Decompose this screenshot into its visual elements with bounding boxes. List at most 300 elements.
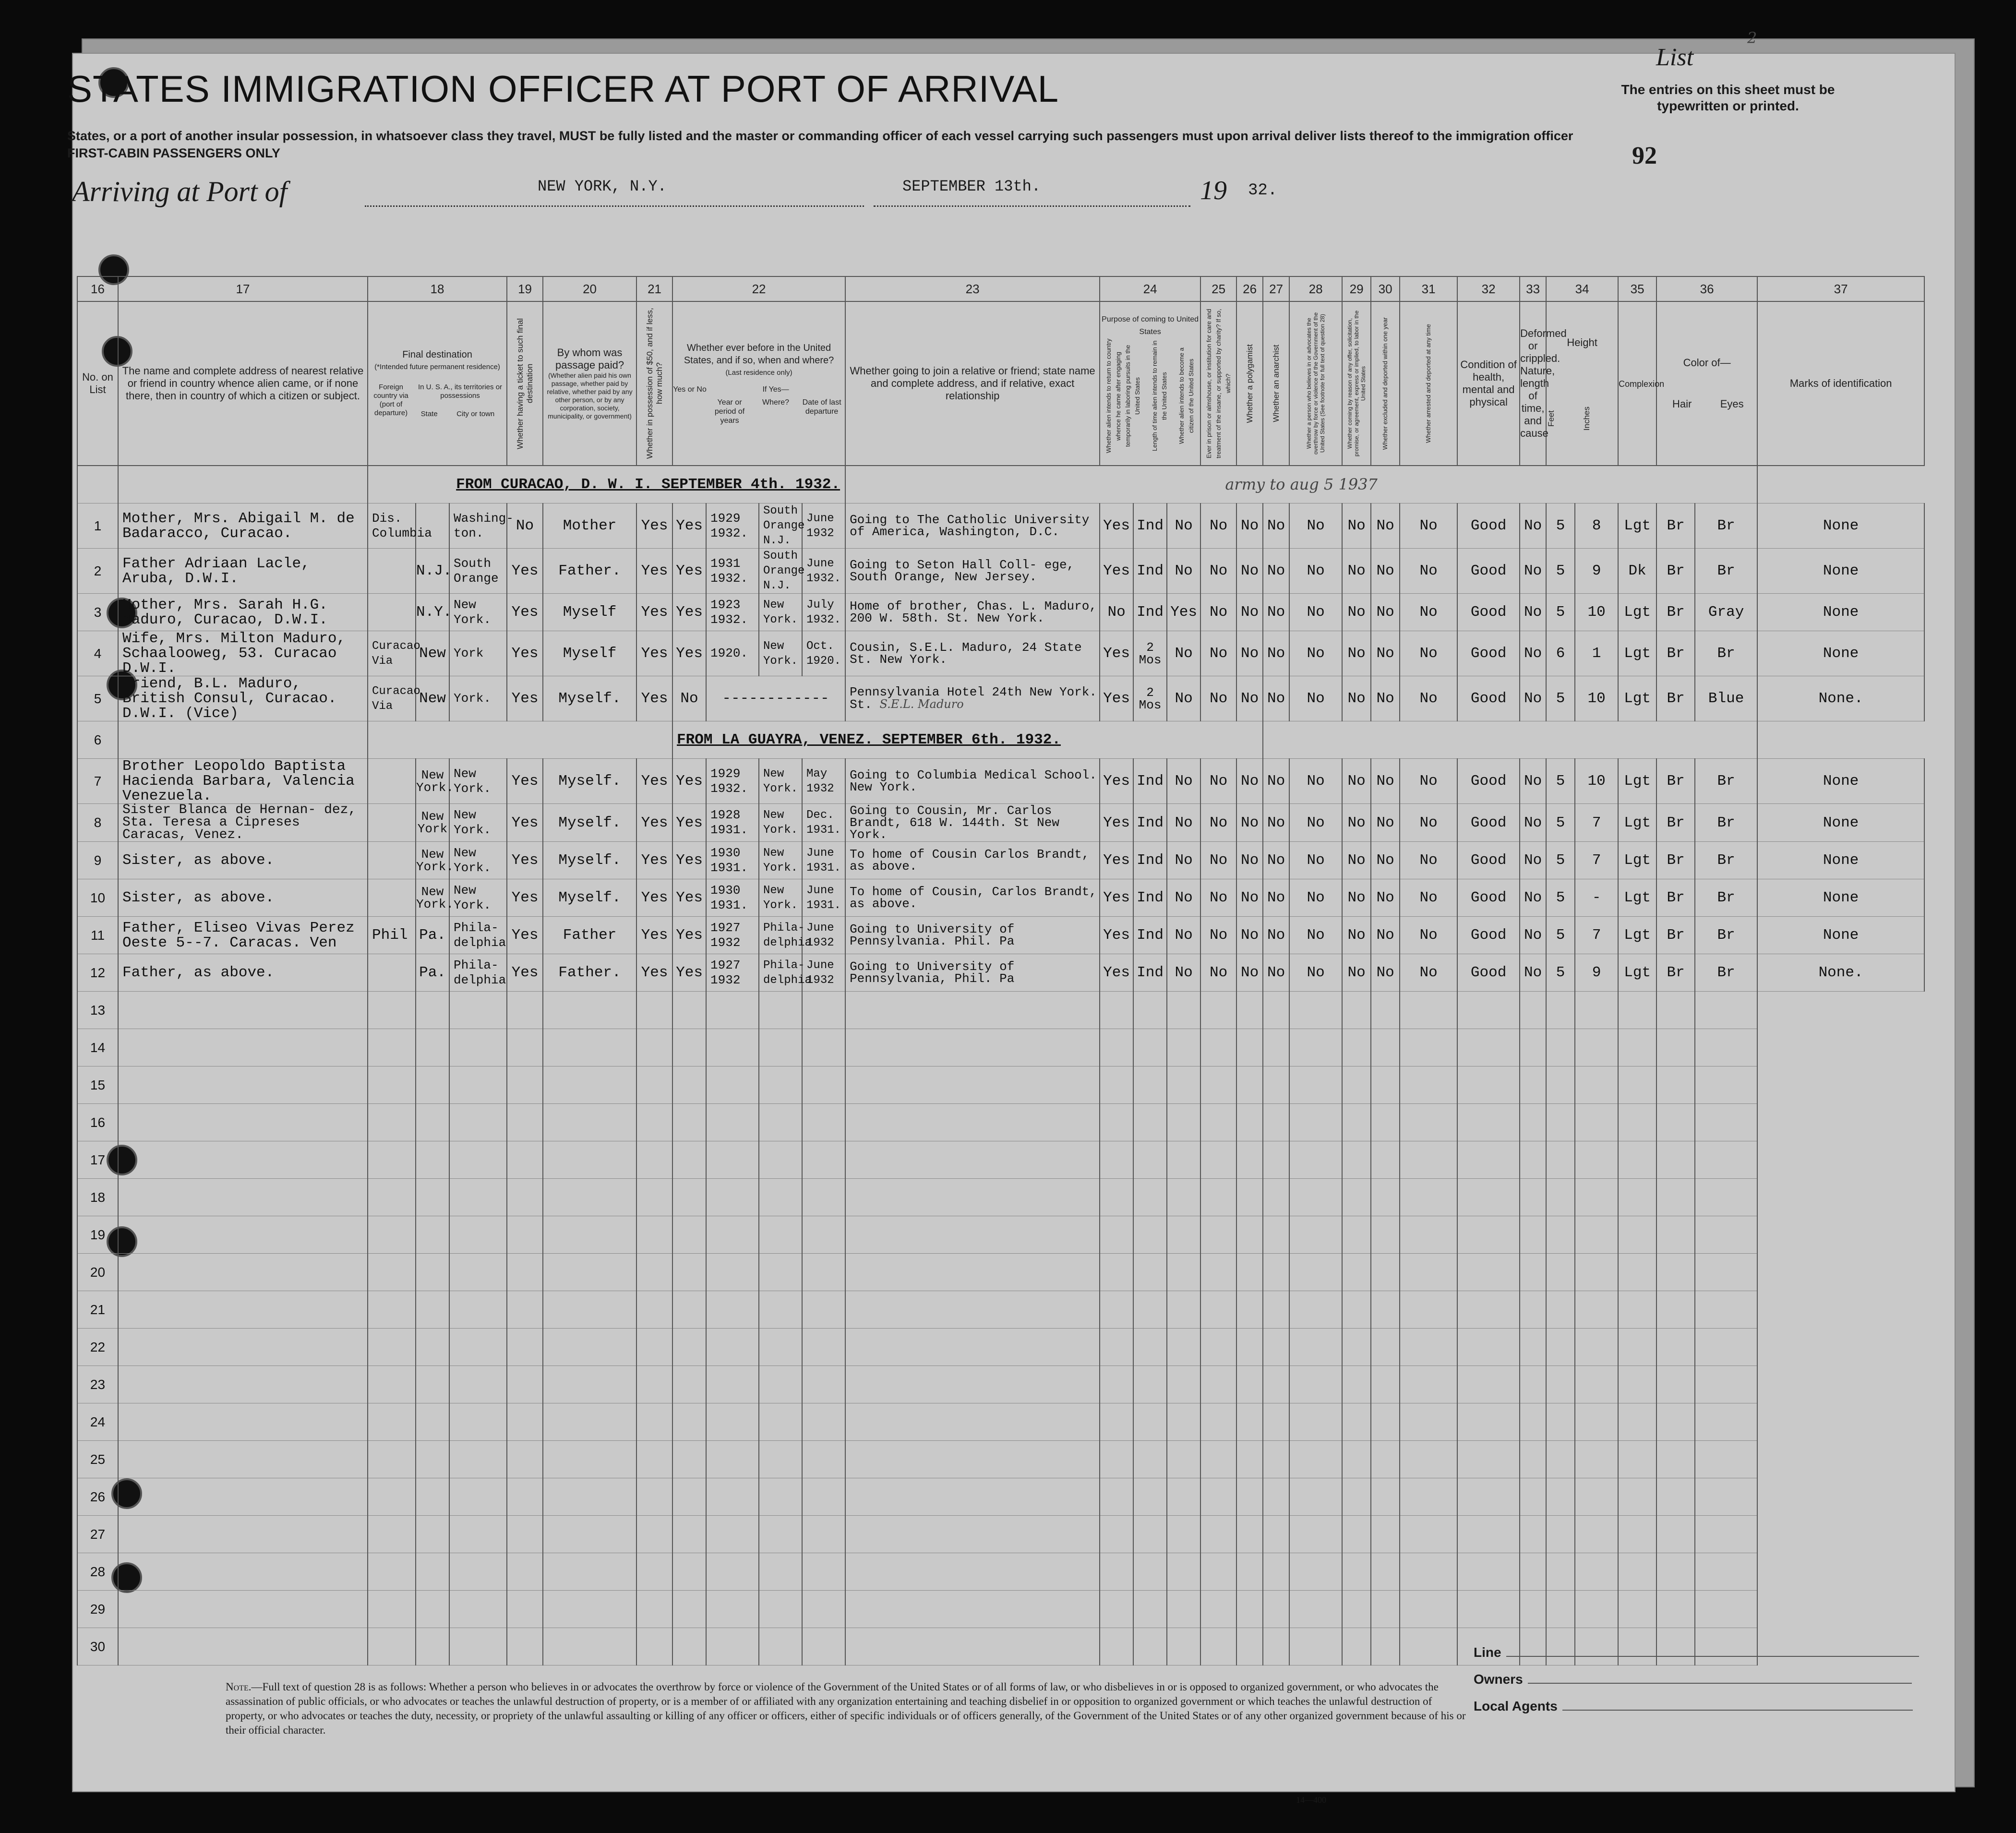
cell-deformed: No: [1520, 879, 1546, 917]
empty-cell: [802, 1366, 845, 1403]
cell-before: Yes: [672, 759, 706, 804]
empty-cell: [368, 1029, 416, 1066]
cell-health: Good: [1457, 954, 1520, 992]
empty-cell: [449, 1441, 507, 1478]
cell-deformed: No: [1520, 594, 1546, 631]
cell-ticket: Yes: [507, 594, 543, 631]
empty-cell: [1400, 1553, 1457, 1591]
prison-label: Ever in prison or almshouse, or institution for care and treatment of the insane, or supported by charity? If so, which?: [1205, 309, 1232, 458]
empty-cell: [416, 1516, 449, 1553]
polygamist-label: Whether a polygamist: [1245, 344, 1254, 423]
empty-cell: [368, 1366, 416, 1403]
empty-cell: [1289, 1029, 1342, 1066]
cell-feet: 5: [1546, 842, 1575, 879]
cell-where: New York.: [759, 759, 802, 804]
cell-where: New York.: [759, 842, 802, 879]
empty-cell: [1167, 1403, 1200, 1441]
empty-cell: [1200, 1254, 1236, 1291]
empty-cell: [1200, 1553, 1236, 1591]
empty-cell: [1520, 1216, 1546, 1254]
empty-cell: [1695, 1591, 1757, 1628]
cell-years: 1930 1931.: [706, 842, 759, 879]
empty-cell: [759, 1216, 802, 1254]
empty-cell: [636, 1066, 672, 1104]
empty-cell: [1167, 1291, 1200, 1329]
purpose-c-label: Whether alien intends to become a citizen of the United States: [1178, 347, 1195, 444]
empty-cell: [845, 1516, 1100, 1553]
empty-cell: [1133, 1441, 1167, 1478]
empty-cell: [1200, 1291, 1236, 1329]
cell-deported: No: [1400, 759, 1457, 804]
cell-state: New York.: [416, 842, 449, 879]
empty-cell: [1400, 1329, 1457, 1366]
cell-q28: No: [1289, 503, 1342, 549]
cell-contract: No: [1342, 503, 1371, 549]
empty-cell: [1167, 1066, 1200, 1104]
empty-cell: [1520, 1066, 1546, 1104]
empty-cell: [449, 1254, 507, 1291]
empty-cell: [543, 1329, 636, 1366]
empty-cell: [1695, 1553, 1757, 1591]
empty-cell: [1236, 1591, 1263, 1628]
header-relative: [118, 301, 368, 466]
cell-city: New York.: [449, 804, 507, 842]
empty-cell: [1200, 1366, 1236, 1403]
cell-return: Yes: [1100, 503, 1133, 549]
cell-polygamist: No: [1236, 676, 1263, 721]
empty-cell: [118, 1628, 368, 1665]
empty-cell: [118, 1141, 368, 1179]
cell-citizen: No: [1167, 503, 1200, 549]
empty-cell: [1133, 1029, 1167, 1066]
empty-cell: [759, 1516, 802, 1553]
cell-prison: No: [1200, 594, 1236, 631]
empty-cell: [1695, 1254, 1757, 1291]
empty-cell: [1133, 1291, 1167, 1329]
cell-years: 1929 1932.: [706, 759, 759, 804]
empty-cell: [1167, 1516, 1200, 1553]
cell-anarchist: No: [1263, 804, 1289, 842]
cell-departure: June 1931.: [802, 879, 845, 917]
table-row: [77, 594, 1924, 631]
empty-cell: [759, 1329, 802, 1366]
empty-cell: [543, 1591, 636, 1628]
empty-cell: [706, 1403, 759, 1441]
empty-cell: [672, 992, 706, 1029]
line-label: Line: [1474, 1645, 1501, 1660]
empty-cell: [845, 1329, 1100, 1366]
col-number: 30: [1371, 276, 1400, 301]
empty-cell: [636, 1291, 672, 1329]
cell-money: Yes: [636, 549, 672, 594]
empty-cell: [1100, 1628, 1133, 1665]
empty-cell: [118, 1478, 368, 1516]
empty-cell: [1236, 1104, 1263, 1141]
empty-cell: [759, 1179, 802, 1216]
empty-cell: [759, 1441, 802, 1478]
empty-cell: [802, 1254, 845, 1291]
col-number: 34: [1546, 276, 1618, 301]
empty-cell: [759, 1029, 802, 1066]
passage-note: (Whether alien paid his own passage, whether paid by relative, whether paid by any other person, or by any corporation, society, municipality, or government): [547, 371, 633, 420]
owners-field[interactable]: [1528, 1683, 1912, 1684]
cell-anarchist: No: [1263, 879, 1289, 917]
empty-cell: [1575, 1216, 1618, 1254]
empty-cell: [1100, 1029, 1133, 1066]
empty-cell: [1695, 1441, 1757, 1478]
empty-cell: [1656, 1553, 1695, 1591]
cell-ticket: Yes: [507, 917, 543, 954]
empty-cell: [1520, 1553, 1546, 1591]
cell-state: New: [416, 631, 449, 676]
empty-cell: [1575, 1516, 1618, 1553]
row-number: 4: [77, 631, 118, 676]
empty-cell: [1263, 1029, 1289, 1066]
empty-cell: [1575, 1104, 1618, 1141]
cell-eyes: Br: [1695, 631, 1757, 676]
row-number: 10: [77, 879, 118, 917]
cell-polygamist: No: [1236, 804, 1263, 842]
empty-cell: [1263, 1478, 1289, 1516]
date-line: [874, 205, 1190, 207]
header-final-destination: [368, 301, 507, 466]
cell-inches: -: [1575, 879, 1618, 917]
cell-money: Yes: [636, 879, 672, 917]
empty-cell: [1167, 1441, 1200, 1478]
cell-excluded: No: [1371, 676, 1400, 721]
hair-label: Hair: [1672, 398, 1692, 410]
cell-feet: 5: [1546, 503, 1575, 549]
empty-cell: [1200, 1179, 1236, 1216]
empty-cell: [845, 1029, 1100, 1066]
header-no-on-list: No. on List: [77, 301, 118, 466]
cell-before: Yes: [672, 549, 706, 594]
row-number: 17: [77, 1141, 118, 1179]
empty-cell: [1342, 1254, 1371, 1291]
cell-inches: 7: [1575, 842, 1618, 879]
row-number: 30: [77, 1628, 118, 1665]
empty-cell: [1371, 1516, 1400, 1553]
empty-cell: [449, 1216, 507, 1254]
cell-foreign: Curacao Via: [368, 631, 416, 676]
column-number-row: [77, 276, 1924, 301]
empty-cell: [118, 992, 368, 1029]
empty-cell: [118, 1366, 368, 1403]
cell-complexion: Lgt: [1618, 917, 1656, 954]
inches-label: Inches: [1582, 406, 1592, 431]
empty-cell: [1200, 1329, 1236, 1366]
cell-excluded: No: [1371, 954, 1400, 992]
empty-cell: [416, 1179, 449, 1216]
empty-cell: [1236, 1329, 1263, 1366]
empty-cell: [672, 1403, 706, 1441]
empty-cell: [1575, 1066, 1618, 1104]
row-number: 3: [77, 594, 118, 631]
empty-cell: [1457, 1516, 1520, 1553]
empty-cell: [802, 1179, 845, 1216]
cell-ticket: Yes: [507, 954, 543, 992]
cell-contract: No: [1342, 842, 1371, 879]
col-number: 37: [1757, 276, 1924, 301]
empty-cell: [1133, 1591, 1167, 1628]
cell-before: Yes: [672, 804, 706, 842]
empty-cell: [449, 1066, 507, 1104]
cell-health: Good: [1457, 759, 1520, 804]
empty-cell: [1342, 1216, 1371, 1254]
empty-cell: [416, 1553, 449, 1591]
cell-prison: No: [1200, 804, 1236, 842]
col-number: 35: [1618, 276, 1656, 301]
empty-cell: [1133, 1179, 1167, 1216]
empty-cell: [507, 1329, 543, 1366]
empty-cell: [1618, 1366, 1656, 1403]
cell-relative: [118, 466, 368, 503]
cell-marks: None: [1757, 631, 1924, 676]
empty-cell: [1371, 1216, 1400, 1254]
cell-ticket: Yes: [507, 676, 543, 721]
cell-eyes: Br: [1695, 842, 1757, 879]
cell-health: Good: [1457, 804, 1520, 842]
empty-cell: [1100, 1441, 1133, 1478]
intro-line-2: FIRST-CABIN PASSENGERS ONLY: [67, 146, 281, 160]
empty-cell: [1289, 1441, 1342, 1478]
table-row: [77, 1591, 1924, 1628]
list-label: List: [1656, 44, 1694, 71]
empty-cell: [636, 1216, 672, 1254]
cell-before: Yes: [672, 503, 706, 549]
empty-cell: [1656, 1291, 1695, 1329]
cell-complexion: Lgt: [1618, 503, 1656, 549]
empty-cell: [1618, 1029, 1656, 1066]
final-destination-note: (*Intended future permanent residence): [374, 363, 500, 371]
cell-length: Ind: [1133, 954, 1167, 992]
cell-length: 2 Mos: [1133, 676, 1167, 721]
empty-cell: [636, 1029, 672, 1066]
empty-cell: [1618, 1329, 1656, 1366]
empty-cell: [1200, 1478, 1236, 1516]
table-row: [77, 842, 1924, 879]
cell-foreign: [368, 594, 416, 631]
empty-cell: [118, 1403, 368, 1441]
cell-contract: No: [1342, 804, 1371, 842]
empty-cell: [1342, 1553, 1371, 1591]
cell-where: Phila- delphia: [759, 917, 802, 954]
empty-cell: [416, 1591, 449, 1628]
table-row: [77, 1216, 1924, 1254]
year-suffix: 32.: [1248, 181, 1278, 200]
before-note: (Last residence only): [725, 369, 792, 377]
empty-cell: [1457, 1066, 1520, 1104]
empty-cell: [845, 1179, 1100, 1216]
list-number: 2: [1747, 29, 1757, 47]
cell-paid: Father.: [543, 954, 636, 992]
row-number: 14: [77, 1029, 118, 1066]
empty-cell: [802, 1553, 845, 1591]
empty-cell: [759, 1104, 802, 1141]
cell-marks: None: [1757, 594, 1924, 631]
empty-cell: [759, 1403, 802, 1441]
empty-cell: [672, 1141, 706, 1179]
cell-health: Good: [1457, 503, 1520, 549]
empty-cell: [706, 992, 759, 1029]
cell-hair: Br: [1656, 549, 1695, 594]
cell-ticket: Yes: [507, 804, 543, 842]
empty-cell: [1457, 1254, 1520, 1291]
empty-cell: [1400, 1066, 1457, 1104]
empty-cell: [1100, 1553, 1133, 1591]
empty-cell: [1546, 1441, 1575, 1478]
empty-cell: [1546, 1291, 1575, 1329]
empty-cell: [636, 1478, 672, 1516]
cell-eyes: Gray: [1695, 594, 1757, 631]
empty-cell: [507, 1066, 543, 1104]
cell-years: 1929 1932.: [706, 503, 759, 549]
empty-cell: [706, 1329, 759, 1366]
empty-cell: [1200, 1141, 1236, 1179]
cell-money: Yes: [636, 954, 672, 992]
cell-complexion: Lgt: [1618, 842, 1656, 879]
cell-prison: No: [1200, 954, 1236, 992]
ticket-label: Whether having a ticket to such final destination: [515, 318, 534, 449]
cell-departure: May 1932: [802, 759, 845, 804]
empty-cell: [1575, 1291, 1618, 1329]
cell-money: Yes: [636, 759, 672, 804]
cell-city: York.: [449, 676, 507, 721]
cell-city: Washing- ton.: [449, 503, 507, 549]
empty-cell: [118, 1104, 368, 1141]
empty-cell: [1371, 1254, 1400, 1291]
empty-cell: [1575, 1029, 1618, 1066]
empty-rows: [77, 992, 1924, 1665]
cell-length: Ind: [1133, 503, 1167, 549]
header-question-28: [1289, 301, 1342, 466]
empty-cell: [449, 1478, 507, 1516]
table-row: [77, 1029, 1924, 1066]
empty-cell: [1656, 1441, 1695, 1478]
empty-cell: [1263, 1104, 1289, 1141]
cell-blank: [368, 721, 672, 759]
empty-cell: [706, 1141, 759, 1179]
empty-cell: [759, 1366, 802, 1403]
empty-cell: [1342, 1478, 1371, 1516]
cell-marks: None: [1757, 917, 1924, 954]
cell-where: New York.: [759, 631, 802, 676]
color-of-label: Color of—: [1683, 357, 1731, 369]
empty-cell: [1695, 1141, 1757, 1179]
empty-cell: [1457, 992, 1520, 1029]
cell-q28: No: [1289, 879, 1342, 917]
empty-cell: [1342, 1516, 1371, 1553]
empty-cell: [1695, 1403, 1757, 1441]
empty-cell: [543, 1553, 636, 1591]
cell-return: No: [1100, 594, 1133, 631]
empty-cell: [1400, 1478, 1457, 1516]
cell-q28: No: [1289, 594, 1342, 631]
cell-prison: No: [1200, 549, 1236, 594]
empty-cell: [1263, 1291, 1289, 1329]
port-value: NEW YORK, N.Y.: [538, 178, 667, 195]
empty-cell: [636, 1254, 672, 1291]
empty-cell: [1656, 1141, 1695, 1179]
cell-years: 1930 1931.: [706, 879, 759, 917]
city-label: City or town: [456, 410, 495, 418]
row-number: 16: [77, 1104, 118, 1141]
intro-line-1: States, or a port of another insular possession, in whatsoever class they travel, MUST be fully listed and the master or commanding officer of each vessel carrying such passengers must upon arrival deliver lists thereof to the immigration officer: [67, 129, 1573, 143]
empty-cell: [118, 1066, 368, 1104]
empty-cell: [1400, 1216, 1457, 1254]
cell-deformed: No: [1520, 503, 1546, 549]
empty-cell: [449, 1179, 507, 1216]
cell-feet: 5: [1546, 676, 1575, 721]
header-passage-paid: [543, 301, 636, 466]
cell-complexion: Lgt: [1618, 594, 1656, 631]
empty-cell: [1546, 1329, 1575, 1366]
cell-deported: No: [1400, 676, 1457, 721]
cell-inches: 10: [1575, 759, 1618, 804]
cell-citizen: No: [1167, 879, 1200, 917]
line-field[interactable]: [1506, 1656, 1919, 1657]
cell-deformed: No: [1520, 631, 1546, 676]
col-number: 27: [1263, 276, 1289, 301]
empty-cell: [1520, 1141, 1546, 1179]
header-purpose: [1100, 301, 1200, 466]
cell-deformed: No: [1520, 759, 1546, 804]
cell-joining: Home of brother, Chas. L. Maduro, 200 W. 58th. St. New York.: [845, 594, 1100, 631]
row-number: 28: [77, 1553, 118, 1591]
table-row: [77, 1254, 1924, 1291]
empty-cell: [1520, 1591, 1546, 1628]
cell-departure: June 1931.: [802, 842, 845, 879]
empty-cell: [543, 1179, 636, 1216]
possession-label: Whether in possession of $50, and if less, how much?: [645, 308, 664, 459]
cell-anarchist: No: [1263, 759, 1289, 804]
empty-cell: [845, 1254, 1100, 1291]
owners-label: Owners: [1474, 1672, 1523, 1687]
table-row: [77, 1104, 1924, 1141]
cell-complexion: Lgt: [1618, 804, 1656, 842]
empty-cell: [1546, 1104, 1575, 1141]
form-number: 14—400: [1296, 1795, 1326, 1805]
cell-return: Yes: [1100, 879, 1133, 917]
empty-cell: [118, 1553, 368, 1591]
empty-cell: [636, 1553, 672, 1591]
section-heading: FROM LA GUAYRA, VENEZ. SEPTEMBER 6th. 1932.: [672, 721, 1263, 759]
empty-cell: [1100, 1366, 1133, 1403]
col-number: 28: [1289, 276, 1342, 301]
handwritten-note: S.E.L. Maduro: [879, 697, 964, 711]
agents-field[interactable]: [1562, 1710, 1913, 1711]
cell-polygamist: No: [1236, 879, 1263, 917]
empty-cell: [759, 1141, 802, 1179]
empty-cell: [1371, 1441, 1400, 1478]
empty-cell: [1575, 1141, 1618, 1179]
row-number: 24: [77, 1403, 118, 1441]
empty-cell: [1520, 1329, 1546, 1366]
empty-cell: [1342, 1141, 1371, 1179]
col-number: 19: [507, 276, 543, 301]
row-number: 11: [77, 917, 118, 954]
empty-cell: [1342, 1029, 1371, 1066]
row-number: 1: [77, 503, 118, 549]
empty-cell: [1289, 1216, 1342, 1254]
cell-deported: No: [1400, 549, 1457, 594]
cell-foreign: Phil: [368, 917, 416, 954]
empty-cell: [543, 1104, 636, 1141]
cell-joining: Going to University of Pennsylvania, Phil. Pa: [845, 954, 1100, 992]
empty-cell: [1236, 1066, 1263, 1104]
cell-return: Yes: [1100, 631, 1133, 676]
cell-foreign: [368, 879, 416, 917]
